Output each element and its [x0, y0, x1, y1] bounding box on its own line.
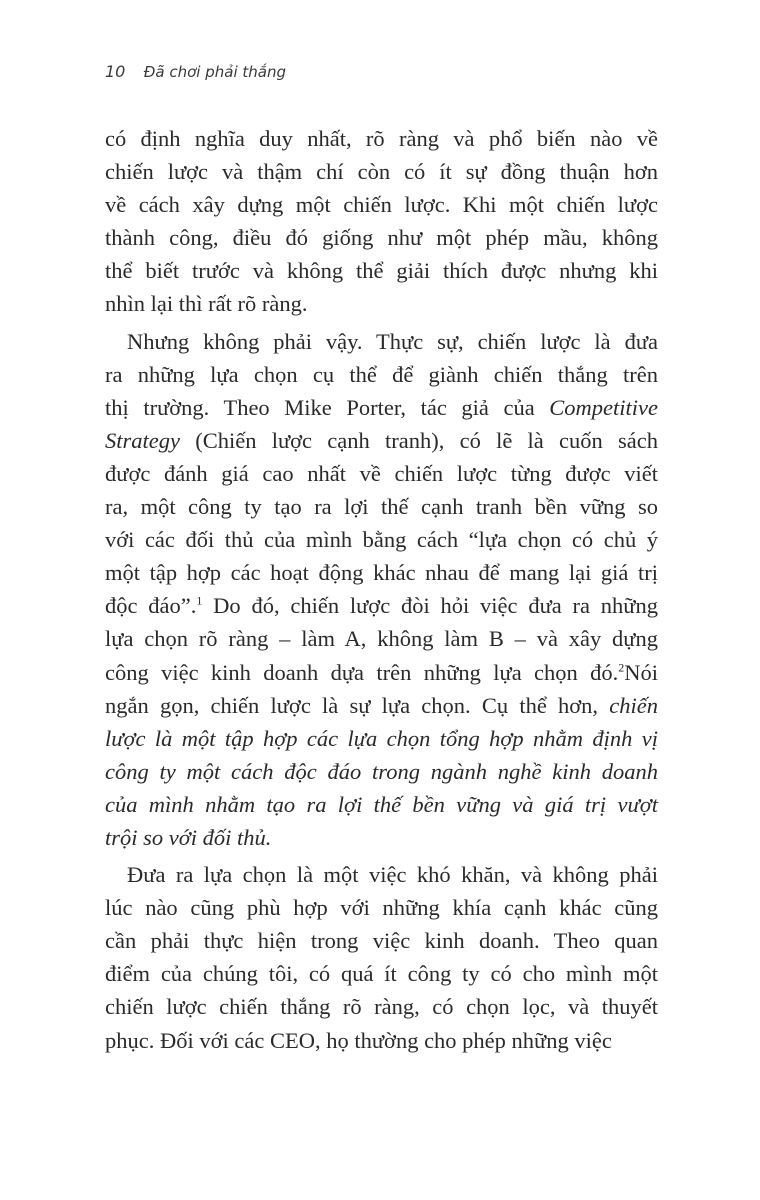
text-line	[105, 325, 658, 358]
italic-text: của mình nhằm tạo ra lợi thế bền vững và giá trị vượt	[105, 791, 658, 817]
text-run: Nói	[624, 659, 658, 685]
text-run: ra, một công ty tạo ra lợi thế cạnh tranh bền vững so	[105, 494, 658, 520]
italic-text: Competitive	[549, 394, 658, 420]
text-line	[105, 656, 658, 689]
text-run: (Chiến lược cạnh tranh), có lẽ là cuốn sách	[179, 427, 658, 453]
text-run: thành công, điều đó giống như một phép mầu, không	[105, 225, 658, 251]
text-run: chiến lược chiến thắng rõ ràng, có chọn lọc, và thuyết	[105, 994, 658, 1020]
text-run: thị trường. Theo Mike Porter, tác giả của	[105, 394, 550, 420]
italic-text: lược là một tập hợp các lựa chọn tổng hợp nhằm định vị	[105, 725, 658, 751]
italic-text: Strategy	[105, 427, 180, 453]
text-line	[105, 722, 658, 755]
text-run: độc đáo”.	[105, 593, 197, 619]
text-line	[105, 924, 658, 957]
text-line	[105, 821, 658, 854]
text-line	[105, 490, 658, 523]
text-run: về cách xây dựng một chiến lược. Khi một chiến lược	[105, 192, 658, 218]
text-line	[105, 358, 658, 391]
text-run: lúc nào cũng phù hợp với những khía cạnh khác cũng	[105, 895, 658, 921]
text-run: thể biết trước và không thể giải thích được nhưng khi	[105, 258, 658, 284]
footnote-ref: 1	[196, 593, 203, 608]
text-run: phục. Đối với các CEO, họ thường cho phép những việc	[105, 1027, 612, 1053]
text-line	[105, 755, 658, 788]
italic-text: chiến	[609, 692, 658, 718]
text-line	[105, 391, 658, 424]
text-line	[105, 556, 658, 589]
running-header	[105, 62, 286, 88]
text-line	[105, 457, 658, 490]
text-run: Đưa ra lựa chọn là một việc khó khăn, và không phải	[127, 862, 658, 888]
text-line	[105, 287, 658, 320]
text-run: Nhưng không phải vậy. Thực sự, chiến lược là đưa	[127, 328, 658, 354]
text-run: công việc kinh doanh dựa trên những lựa chọn đó.	[105, 659, 619, 685]
text-run: chiến lược và thậm chí còn có ít sự đồng thuận hơn	[105, 159, 658, 185]
text-line	[105, 254, 658, 287]
paragraph	[105, 325, 658, 855]
paragraph	[105, 858, 658, 1057]
italic-text: trội so với đối thủ.	[105, 824, 272, 850]
footnote-ref: 2	[618, 660, 625, 674]
text-run: lựa chọn rõ ràng – làm A, không làm B – và xây dựng	[105, 626, 658, 652]
text-run: điểm của chúng tôi, có quá ít công ty có cho mình một	[105, 961, 658, 987]
text-line	[105, 891, 658, 924]
text-run: nhìn lại thì rất rõ ràng.	[105, 291, 308, 317]
book-title: Đã chơi phải thắng	[143, 63, 286, 81]
text-line	[105, 990, 658, 1023]
paragraph	[105, 122, 658, 321]
text-line	[105, 788, 658, 821]
text-run: một tập hợp các hoạt động khác nhau để mang lại giá trị	[105, 560, 658, 586]
text-run: có định nghĩa duy nhất, rõ ràng và phổ biến nào về	[105, 126, 658, 151]
text-run: được đánh giá cao nhất về chiến lược từng được viết	[105, 460, 658, 486]
text-line	[105, 589, 658, 622]
text-line	[105, 122, 658, 155]
page-number: 10	[105, 62, 126, 81]
text-run: cần phải thực hiện trong việc kinh doanh. Theo quan	[105, 928, 658, 954]
text-line	[105, 1024, 658, 1057]
page-body	[105, 122, 658, 1057]
text-run: ngắn gọn, chiến lược là sự lựa chọn. Cụ thể hơn,	[105, 692, 610, 718]
text-run: ra những lựa chọn cụ thể để giành chiến thắng trên	[105, 361, 658, 387]
text-line	[105, 858, 658, 891]
text-line	[105, 957, 658, 990]
text-line	[105, 155, 658, 188]
text-run: Do đó, chiến lược đòi hỏi việc đưa ra những	[202, 593, 658, 619]
text-line	[105, 221, 658, 254]
italic-text: công ty một cách độc đáo trong ngành nghề kinh doanh	[105, 758, 658, 784]
text-line	[105, 188, 658, 221]
text-line	[105, 424, 658, 457]
text-line	[105, 689, 658, 722]
text-line	[105, 622, 658, 655]
text-line	[105, 523, 658, 556]
text-run: với các đối thủ của mình bằng cách “lựa chọn có chủ ý	[105, 527, 658, 553]
